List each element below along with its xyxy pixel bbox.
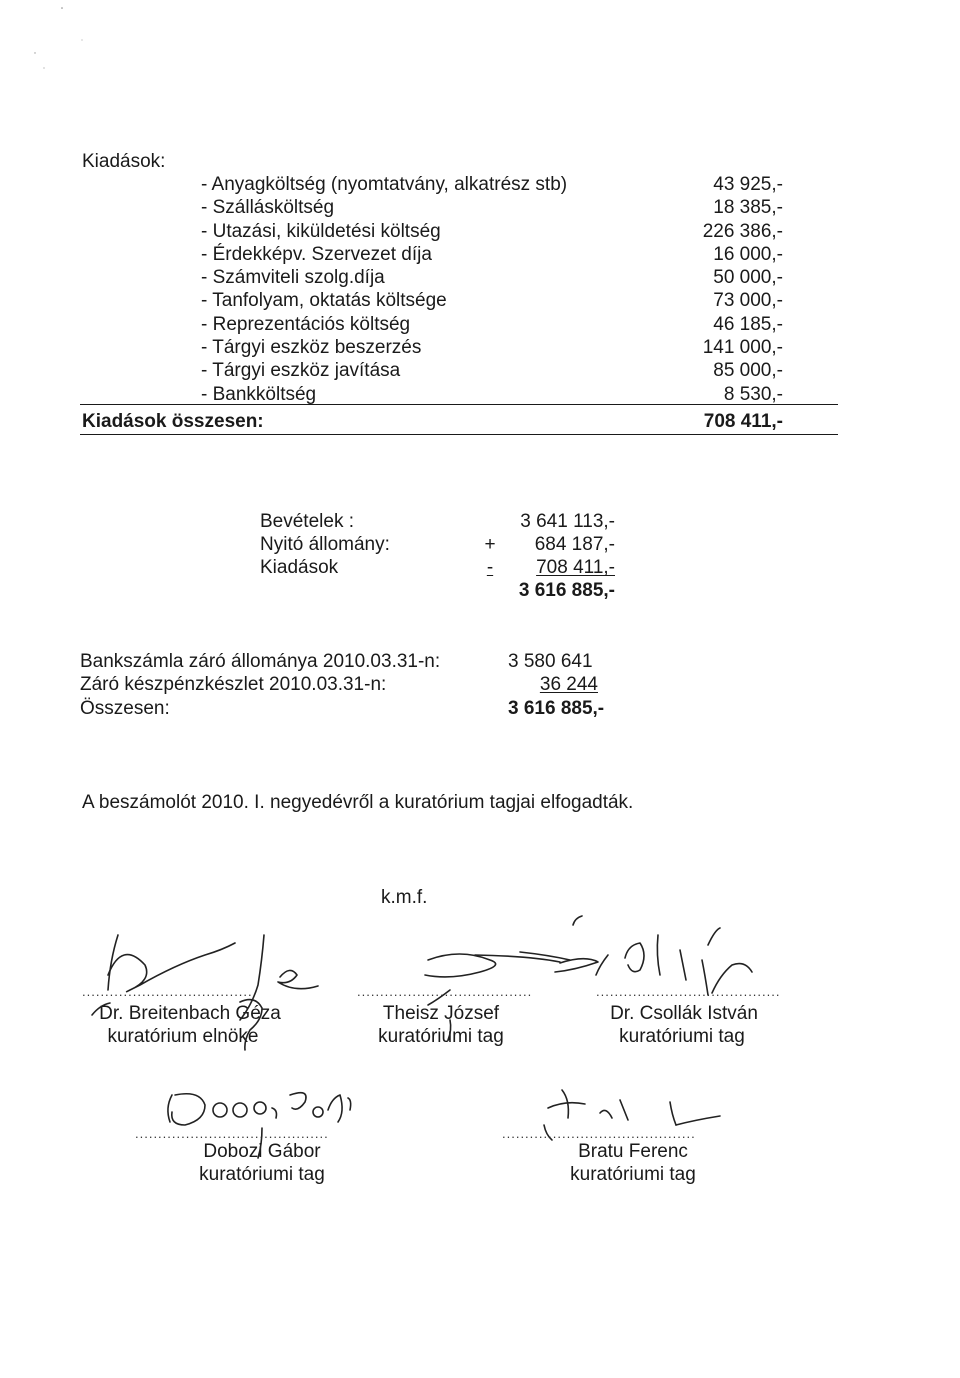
signature-line: .......................................... [135,1126,329,1141]
signatory-role: kuratóriumi tag [199,1164,325,1185]
balance-label: Kiadások [260,557,339,578]
balance-sign: + [484,534,496,555]
bank-total-label: Összesen: [80,698,170,719]
signatory-name: Dr. Csollák István [610,1003,758,1024]
expense-amount: 46 185,- [713,313,783,335]
expense-label: - Tanfolyam, oktatás költsége [201,290,447,312]
expense-label: - Szállásköltség [201,197,335,219]
signatory-role: kuratóriumi tag [619,1026,745,1047]
kmf-label: k.m.f. [381,887,428,908]
signatory-name: Theisz József [382,1003,500,1024]
expense-label: - Anyagköltség (nyomtatvány, alkatrész stb) [201,174,568,195]
balance-amount: 3 641 113,- [520,511,615,532]
expense-amount: 141 000,- [702,337,783,359]
expense-amount: 50 000,- [713,267,783,289]
signature-bratu [544,1090,720,1140]
signatory-role: kuratórium elnöke [107,1026,259,1047]
expense-amount: 43 925,- [713,174,783,195]
expense-label: - Reprezentációs költség [201,313,411,335]
expenses-total-amount: 708 411,- [703,411,783,432]
signatory-role: kuratóriumi tag [378,1026,504,1047]
bank-total-amount: 3 616 885,- [508,698,605,719]
signature-dobozi [168,1093,351,1158]
expense-amount: 8 530,- [723,383,783,405]
signature-theisz [425,952,598,1040]
signature-breitenbach [92,935,318,1050]
balance-amount: 708 411,- [536,557,615,578]
expense-amount: 73 000,- [713,290,783,312]
bank-amount: 36 244 [539,674,598,695]
signatory-name: Dobozi Gábor [203,1141,321,1162]
bank-label: Bankszámla záró állománya 2010.03.31-n: [80,651,441,672]
expense-label: - Bankköltség [201,383,317,405]
expense-label: - Érdekképv. Szervezet díja [201,243,432,265]
balance-label: Nyitó állomány: [260,534,390,555]
expense-amount: 16 000,- [713,243,783,265]
bank-amount: 3 580 641 [508,651,593,672]
signature-csollak [573,916,752,995]
signatory-name: Dr. Breitenbach Géza [99,1003,281,1024]
expense-label: - Tárgyi eszköz javítása [201,360,401,382]
balance-amount: 684 187,- [534,534,615,555]
approval-statement: A beszámolót 2010. I. negyedévről a kuratórium tagjai elfogadták. [82,792,634,813]
signatory-name: Bratu Ferenc [578,1141,688,1162]
balance-label: Bevételek : [260,511,354,532]
expenses-heading: Kiadások: [82,151,166,172]
bank-label: Záró készpénzkészlet 2010.03.31-n: [80,674,387,695]
signature-line: ...................................... [357,984,533,999]
expense-amount: 85 000,- [713,360,783,382]
signature-line: ........................................ [596,984,781,999]
signatory-role: kuratóriumi tag [570,1164,696,1185]
expense-label: - Utazási, kiküldetési költség [201,220,441,242]
balance-result: 3 616 885,- [518,580,615,601]
expense-label: - Tárgyi eszköz beszerzés [201,337,422,359]
expense-amount: 18 385,- [713,197,783,219]
balance-sign: - [486,557,494,578]
signature-line: .......................................... [502,1126,696,1141]
signature-line: ..................................... [82,984,253,999]
expense-label: - Számviteli szolg.díja [201,267,385,289]
expenses-total-label: Kiadások összesen: [82,411,264,432]
expense-amount: 226 386,- [702,220,783,242]
